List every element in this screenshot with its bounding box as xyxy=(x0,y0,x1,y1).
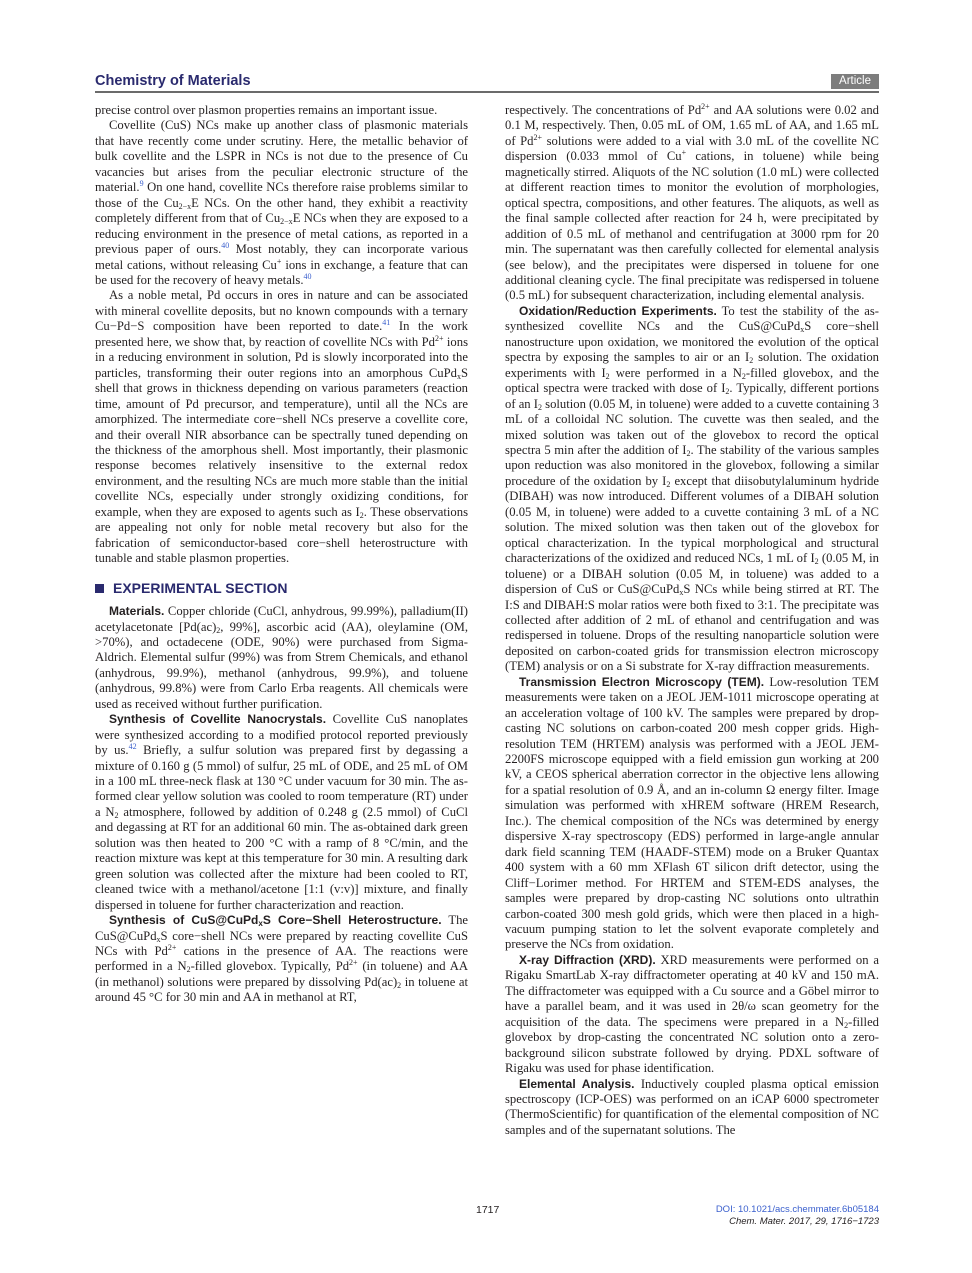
paragraph-materials: Materials. Copper chloride (CuCl, anhydrous, 99.99%), palladium(II) acetylacetonate [$Pd(ac)_2$, 99%], ascorbic acid (AA), oleylamine (OM, >70%), and octadecene (ODE, 90%) were purchased from Sigma-Aldrich. Elemental sulfur (99%) was from Strem Chemicals, and ethanol (anhydrous, 99.9%), methanol (anhydrous, 99.9%), and toluene (anhydrous, 99.8%) were from Carlo Erba reagents. All chemicals were used as received without further purification. xyxy=(95,604,468,711)
left-column xyxy=(95,103,468,1006)
paragraph-continued: precise control over plasmon properties remains an important issue. xyxy=(95,103,438,117)
journal-title: Chemistry of Materials xyxy=(95,73,251,89)
citation-link[interactable]: 41 xyxy=(382,318,391,328)
citation-link[interactable]: 40 xyxy=(221,241,230,251)
run-in-heading: Oxidation/Reduction Experiments. xyxy=(519,303,717,318)
run-in-heading: Synthesis of Covellite Nanocrystals. xyxy=(109,712,327,727)
citation-link[interactable]: 9 xyxy=(139,179,144,189)
running-header xyxy=(95,73,879,92)
right-column xyxy=(505,103,879,1138)
journal-citation: Chem. Mater. 2017, 29, 1716−1723 xyxy=(729,1216,879,1227)
article-type-badge: Article xyxy=(831,74,879,89)
run-in-heading: X-ray Diffraction (XRD). xyxy=(519,952,656,967)
section-bullet-icon xyxy=(95,584,104,593)
page-number: 1717 xyxy=(476,1204,500,1216)
citation-link[interactable]: 40 xyxy=(303,271,312,281)
paragraph-synthesis: Synthesis of Covellite Nanocrystals. Covellite CuS nanoplates were synthesized according to a modified protocol reported previously by us.$^{42}$ Briefly, a sulfur solution was prepared first by degassing a mixture of 0.160 g (5 mmol) of sulfur, 25 mL of ODE, and 25 mL of OM in a 100 mL three-neck flask at 130 °C under vacuum for 30 min. The as-formed clear yellow solution was cooled to room temperature (RT) under a $N_2$ atmosphere, followed by addition of 0.248 g (2.5 mmol) of CuCl and degassing at RT for an additional 60 min. The as-obtained dark green solution was then heated to 200 °C with a ramp of 8 °C/min, and the reaction mixture was kept at this temperature for 30 min. A resulting dark green solution was collected after the mixture had been cooled to RT, cleaned twice with a methanol/acetone [1:1 (v:v)] mixture, and finally dispersed in toluene for further characterization and reaction. xyxy=(95,712,469,912)
run-in-heading: Elemental Analysis. xyxy=(519,1076,635,1091)
header-rule xyxy=(95,91,879,93)
paragraph-tem: Transmission Electron Microscopy (TEM). Low-resolution TEM measurements were taken on a JEOL JEM-1011 microscope operating at an acceleration voltage of 100 kV. The samples were prepared by drop-casting NC solutions on carbon-coated 200 mesh copper grids. High-resolution TEM (HRTEM) analysis was performed with a JEOL JEM-2200FS microscope equipped with a field emission gun working at 200 kV, a CEOS spherical aberration corrector in the objective lens allowing for a spatial resolution of 0.9 Å, and an in-column Ω energy filter. Image simulation was performed with xHREM software (HREM Research, Inc.). The chemical composition of the NCs was determined by energy dispersive X-ray spectroscopy (EDS) performed in large-angle annular dark field scanning TEM (HAADF-STEM) mode on a Bruker Quantax 400 system with a 60 mm XFlash 6T silicon drift detector, using the Cliff−Lorimer method. For HRTEM and STEM-EDS analyses, the samples were prepared by drop-casting NC solutions onto ultrathin carbon-coated 300 mesh gold grids, which were then placed in a high-vacuum pumping station to let the solvent evaporate completely and preserve the NCs from oxidation. xyxy=(505,674,879,952)
paragraph-covellite: Covellite (CuS) NCs make up another class of plasmonic materials that have recently come under scrutiny. Here, the metallic behavior of bulk covellite and the LSPR in NCs is not due to the presence of Cu vacancies but arises from the peculiar electronic structure of the material.$^9$ On one hand, covellite NCs therefore raise problems similar to those of the $Cu_{2-x}E$ NCs. On the other hand, they exhibit a reactivity completely different from that of $Cu_{2-x}E$ NCs when they are exposed to a reducing environment in the presence of metal cations, as reported in a previous paper of ours.$^{40}$ Most notably, they can incorporate various metal cations, without releasing Cu+ ions in exchange, a feature that can be used for the recovery of heavy metals.$^{40}$ xyxy=(95,118,469,287)
paragraph-xrd: X-ray Diffraction (XRD). XRD measurements were performed on a Rigaku SmartLab X-ray diffractometer operating at 40 kV and 150 mA. The diffractometer was equipped with a Cu source and a Göbel mirror to have a parallel beam, and it was used in 2θ/ω scan geometry for the acquisition of the data. The specimens were prepared in a $N_2$-filled glovebox by drop-casting the concentrated NC solution onto a zero-background silicon substrate followed by drying. PDXL software of Rigaku was used for phase identification. xyxy=(505,952,879,1076)
run-in-heading: Materials. xyxy=(109,604,165,619)
paragraph-coreshell: Synthesis of CuS@CuPd$_x$S Core−Shell Heterostructure. The CuS@CuPd$_x$S core−shell NCs were prepared by reacting covellite CuS NCs with $Pd^{2+}$ cations in the presence of AA. The reactions were performed in a $N_2$-filled glovebox. Typically, $Pd^{2+}$ (in toluene) and AA (in methanol) solutions were prepared by dissolving $Pd(ac)_2$ in toluene at around 45 °C for 30 min and AA in methanol at RT, xyxy=(95,913,469,1005)
paragraph-oxidation-reduction: Oxidation/Reduction Experiments. To test the stability of the as-synthesized covellite NCs and the CuS@CuPd$_x$S core−shell nanostructure upon oxidation, we monitored the evolution of the optical spectra by exposing the samples to air or an $I_2$ solution. The oxidation experiments with $I_2$ were performed in a $N_2$-filled glovebox, and the optical spectra were tracked with dose of $I_2$. Typically, different portions of an $I_2$ solution (0.05 M, in toluene) were added to a cuvette containing 3 mL of a colloidal NC solution. The cuvette was then sealed, and the mixed solution was taken out of the glovebox to record the optical spectra 5 min after the addition of $I_2$. The stability of the various samples upon reduction was also monitored in the glovebox, following a similar procedure of the oxidation by $I_2$ except that diisobutylaluminum hydride (DIBAH) was now introduced. Different volumes of a DIBAH solution (0.05 M, in toluene) were added to a cuvette containing 3 mL of a NC solution. The mixed solution was then taken out of the glovebox for optical characterization. In the typical morphological and structural characterizations of the oxidized and reduced NCs, 1 mL of $I_2$ (0.05 M, in toluene) or a DIBAH solution (0.05 M, in toluene) was added to a dispersion of CuS or CuS@CuPd$_x$S NCs while being stirred at RT. The I:S and DIBAH:S molar ratios were both fixed to 3:1. The precipitate was collected after addition of 2 mL of ethanol and centrifugation and was redispersed in toluene. Drops of the resulting nanoparticle solution were deposited on carbon-coated grids for transmission electron microscopy (TEM) analysis or on a Si substrate for X-ray diffraction measurements. xyxy=(505,303,880,674)
paragraph-pd: As a noble metal, Pd occurs in ores in nature and can be associated with mineral covellite deposits, but no known compounds with a ternary Cu−Pd−S composition have been reported to date.$^{41}$ In the work presented here, we show that, by reaction of covellite NCs with $Pd^{2+}$ ions in a reducing environment in solution, Pd is slowly incorporated into the particles, transforming their outer regions into an amorphous CuPd$_x$S shell that grows in thickness depending on various parameters (reaction time, amount of Pd precursor, and temperature), until all the NCs are amorphized. The intermediate core−shell NCs preserve a covellite core, and their overall NIR absorbance can be spectrally tuned depending on the thickness of the amorphous shell. Most importantly, their plasmonic response becomes relatively insensitive to the external redox environment, and the resulting NCs are much more stable than the initial covellite NCs, especially under strongly oxidizing conditions, for example, when they are exposed to agents such as $I_2$. These observations are appealing not only for noble metal recovery but also for the fabrication of semiconductor-based core−shell heterostructure with tunable and stable plasmon properties. xyxy=(95,288,469,566)
doi-link[interactable]: DOI: 10.1021/acs.chemmater.6b05184 xyxy=(715,1204,879,1215)
footer-citation xyxy=(716,1204,879,1228)
paragraph-elemental: Elemental Analysis. Inductively coupled plasma optical emission spectroscopy (ICP-OES) was performed on an iCAP 6000 spectrometer (ThermoScientific) for quantification of the elemental composition of NC samples and of the supernatant solutions. The xyxy=(505,1076,879,1137)
run-in-heading: Synthesis of CuS@CuPd$_x$S Core−Shell Heterostructure. xyxy=(109,913,442,929)
paragraph-continued: respectively. The concentrations of $Pd^{2+}$ and AA solutions were 0.02 and 0.1 M, respectively. Then, 0.05 mL of OM, 1.65 mL of AA, and 1.65 mL of $Pd^{2+}$ solutions were added to a vial with 3.0 mL of the covellite NC dispersion (0.033 mmol of Cu+ cations, in toluene) while being magnetically stirred. Aliquots of the NC solution (1.0 mL) were collected at different reaction times to monitor the evolution of morphologies, optical spectra, compositions, and other features. The aliquots, as well as the final sample collected after reaction for 24 h, were precipitated by addition of 0.5 mL of methanol and centrifugation at 3000 rpm for 20 min. The supernatant was then carefully collected for elemental analysis (see below), and the precipitates were dispersed in toluene for one additional cleaning cycle. The final precipitate was redispersed in toluene (0.5 mL) for subsequent characterization, including elemental analysis. xyxy=(505,102,879,303)
section-heading: EXPERIMENTAL SECTION xyxy=(95,581,468,596)
citation-link[interactable]: 42 xyxy=(128,742,137,752)
run-in-heading: Transmission Electron Microscopy (TEM). xyxy=(519,674,765,689)
